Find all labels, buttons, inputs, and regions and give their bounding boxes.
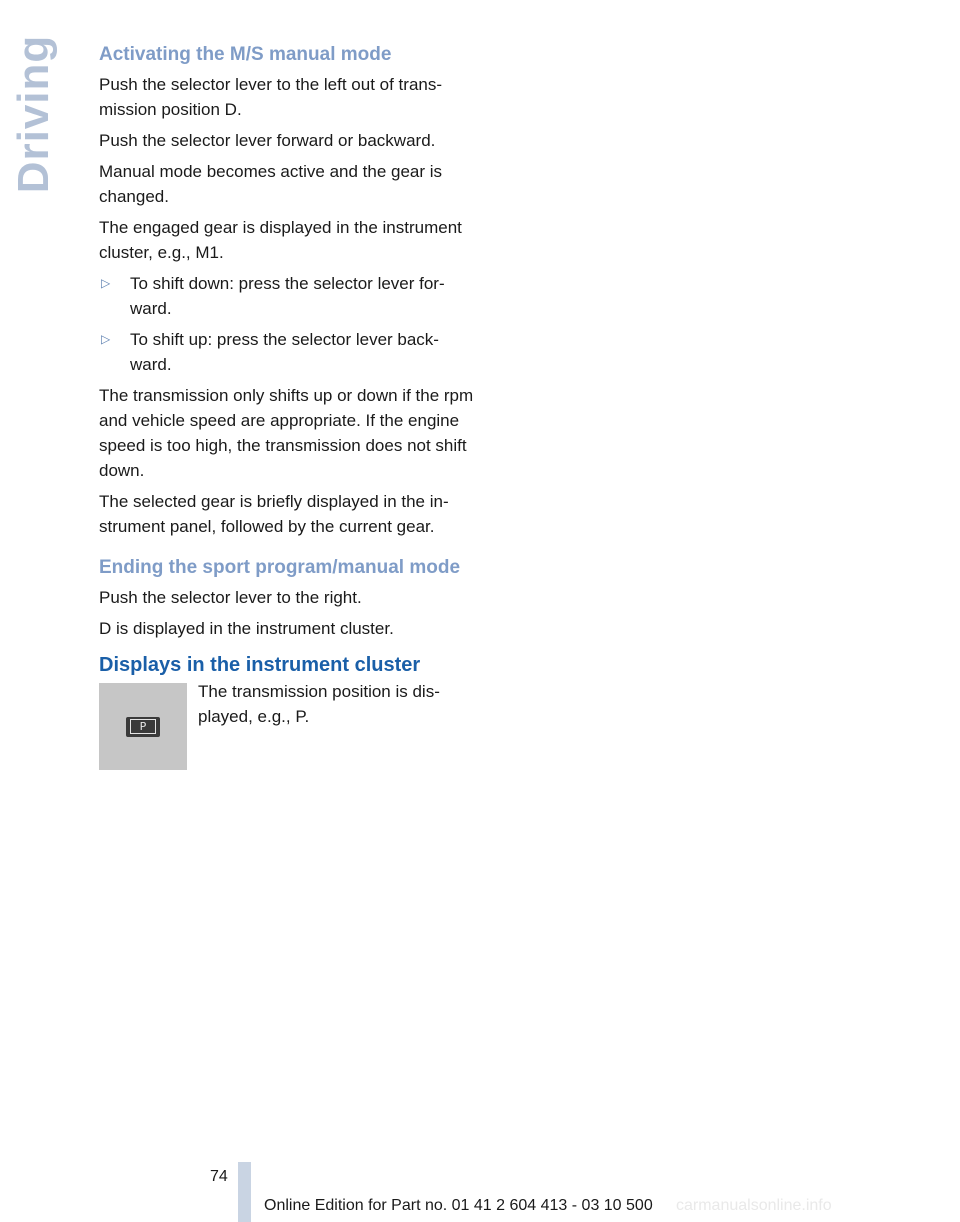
list-item [99,271,479,321]
list-item-text: To shift down: press the selector lever for-ward. [130,274,445,318]
section-heading-manual-mode: Activating the M/S manual mode [99,44,392,65]
list-item [99,327,479,377]
display-figure [99,683,479,770]
paragraph: The selected gear is briefly displayed in the in-strument panel, followed by the current gear. [99,492,449,536]
section-heading-ending-mode: Ending the sport program/manual mode [99,557,461,578]
chapter-tab-label: Driving [9,34,58,194]
gear-display-image [99,683,187,770]
watermark: carmanualsonline.info [676,1197,832,1214]
park-indicator-label: P [130,719,156,734]
list-item-text: To shift up: press the selector lever back-ward. [130,330,439,374]
section-heading-displays: Displays in the instrument cluster [99,654,421,676]
chapter-tab [4,34,64,194]
paragraph: Push the selector lever to the right. [99,588,362,607]
triangle-bullet-icon: ▷ [101,276,111,290]
page-number: 74 [210,1168,228,1185]
paragraph: Push the selector lever to the left out of trans-mission position D. [99,75,443,119]
footer-edition: Online Edition for Part no. 01 41 2 604 413 - 03 10 500 [264,1197,653,1214]
triangle-bullet-icon: ▷ [101,332,111,346]
figure-caption: The transmission position is dis-played, e.g., P. [198,682,440,726]
page-content [99,44,479,770]
paragraph: The engaged gear is displayed in the instrument cluster, e.g., M1. [99,218,462,262]
paragraph: Manual mode becomes active and the gear is changed. [99,162,443,206]
paragraph: D is displayed in the instrument cluster. [99,619,394,638]
paragraph: The transmission only shifts up or down if the rpm and vehicle speed are appropriate. If the engine speed is too high, the transmission does not shift down. [99,386,474,480]
footer-divider [238,1162,251,1222]
paragraph: Push the selector lever forward or backward. [99,131,436,150]
park-indicator-icon [126,717,160,737]
